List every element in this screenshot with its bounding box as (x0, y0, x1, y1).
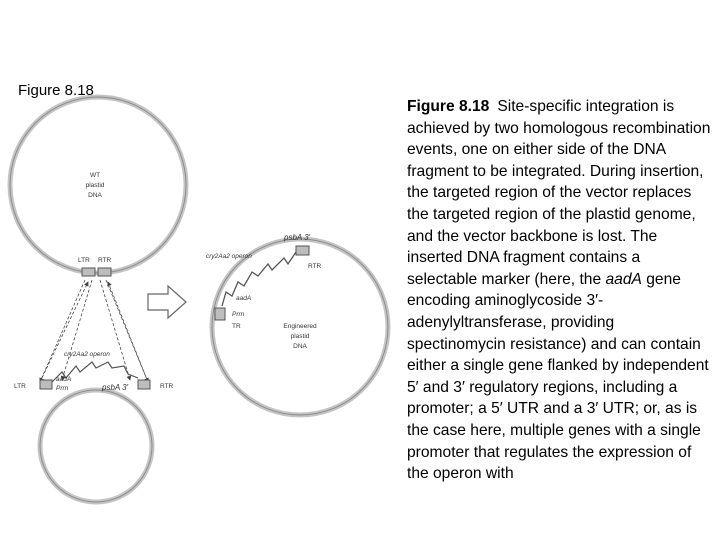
caption-text-1: Site-specific integration is achieved by two homologous recombination events, one on either side of the DNA fragment to be integrated. During insertion, the targeted region of the vector replaces the targeted region of the plastid genome, and the vector backbone is lost. The inserted DNA fragment contains a selectable marker (here, the (407, 98, 711, 288)
engineered-label-line3: DNA (293, 343, 307, 350)
vector-ltr-box (40, 380, 52, 389)
vector-circle (14, 351, 174, 502)
engineered-operon-label: cry2Aa2 operon (206, 253, 252, 260)
vector-psba-label: psbA 3′ (102, 383, 129, 392)
vector-rtr-box (138, 380, 150, 389)
wt-rtr-box (98, 268, 111, 276)
wt-rtr-label: RTR (98, 257, 112, 264)
figure-caption (407, 96, 712, 485)
wt-label-line2: plastid (85, 182, 105, 189)
wt-ltr-label: LTR (78, 257, 90, 264)
engineered-label-line2: plastid (290, 333, 310, 340)
caption-gene: aadA (605, 270, 642, 288)
transition-arrow (148, 286, 186, 318)
wt-label-line1: WT (89, 172, 101, 179)
caption-text-2: gene encoding aminoglycoside 3′-adenylyltransferase, providing spectinomycin resistance) and can contain either a single gene flanked by independent 5′ and 3′ regulatory regions, including a promoter; a 5′ UTR and a 3′ UTR; or, as is the case here, multiple genes with a single promoter that regulates the expression of the operon with (407, 270, 709, 483)
engineered-aada-label: aadA (236, 295, 252, 302)
engineered-operon-arrows (222, 252, 296, 306)
engineered-prrn-label: Prrn (232, 311, 245, 318)
engineered-psba-label: psbA 3′ (284, 233, 311, 242)
vector-aada-label: aadA (56, 376, 72, 383)
engineered-label-line1: Engineered (283, 323, 317, 330)
crossover-lines (40, 280, 148, 382)
engineered-tr-box (215, 308, 225, 320)
engineered-tr-label: TR (232, 323, 241, 330)
engineered-rtr-box (296, 246, 309, 255)
wt-plastid-circle (10, 97, 186, 276)
wt-label-line3: DNA (88, 192, 102, 199)
caption-number: Figure 8.18 (407, 98, 490, 115)
vector-prrn-label: Prrn (56, 385, 69, 392)
vector-ltr-label: LTR (14, 383, 26, 390)
vector-rtr-label: RTR (160, 383, 174, 390)
engineered-plastid-circle (206, 233, 388, 415)
wt-ltr-box (82, 268, 95, 276)
vector-operon-label: cry2Aa2 operon (64, 351, 110, 358)
figure-label: Figure 8.18 (18, 82, 94, 99)
engineered-rtr-label: RTR (308, 263, 322, 270)
